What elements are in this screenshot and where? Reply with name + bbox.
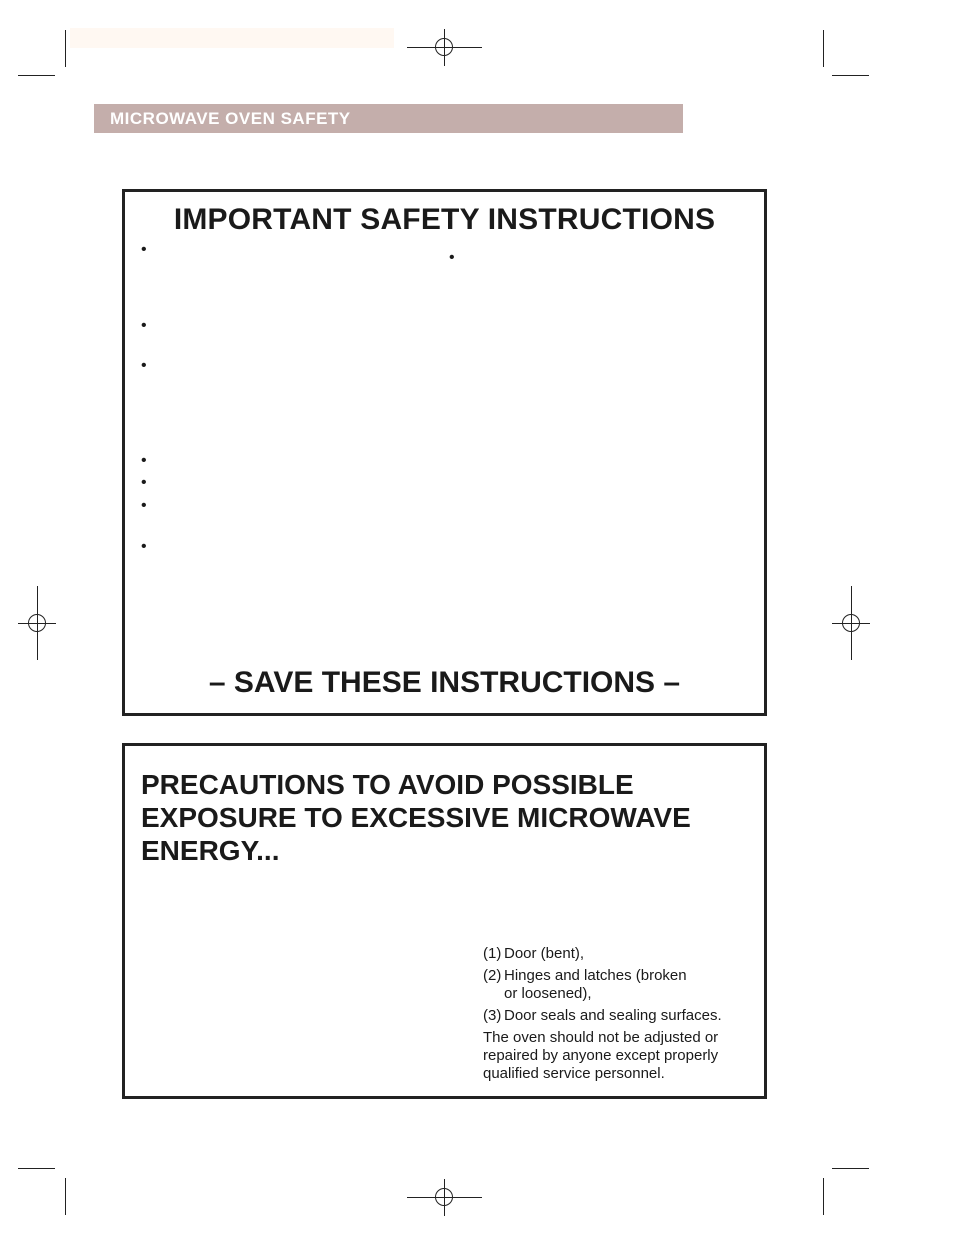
top-tint-strip [70,28,394,48]
service-note: The oven should not be adjusted or repaired by anyone except properly qualified service personnel. [483,1029,719,1082]
list-item [483,967,753,1003]
precautions-title: PRECAUTIONS TO AVOID POSSIBLE EXPOSURE TO EXCESSIVE MICROWAVE ENERGY... [141,769,691,866]
bullet-marker: • [449,249,455,266]
bullet-marker: • [141,241,147,258]
list-item-text: Hinges and latches (broken or loosened), [504,967,687,1002]
list-item [483,1007,753,1025]
list-item-number: (2) [483,967,502,984]
bullet-marker: • [141,474,147,491]
list-item-number: (3) [483,1007,502,1024]
bullet-marker: • [141,357,147,374]
list-item-text: Door seals and sealing surfaces. [504,1007,722,1024]
save-instructions-heading: – SAVE THESE INSTRUCTIONS – [208,666,681,699]
safety-instructions-title: IMPORTANT SAFETY INSTRUCTIONS [173,203,716,236]
bullet-marker: • [141,452,147,469]
list-item [483,945,753,963]
damage-list [483,945,753,1083]
bullet-marker: • [141,317,147,334]
bullet-marker: • [141,538,147,555]
bullet-marker: • [141,497,147,514]
precautions-box [122,743,767,1099]
section-title: MICROWAVE OVEN SAFETY [110,109,351,128]
section-title-banner [94,104,683,133]
list-item-text: Door (bent), [504,945,585,962]
safety-instructions-box [122,189,767,716]
list-item-number: (1) [483,945,502,962]
